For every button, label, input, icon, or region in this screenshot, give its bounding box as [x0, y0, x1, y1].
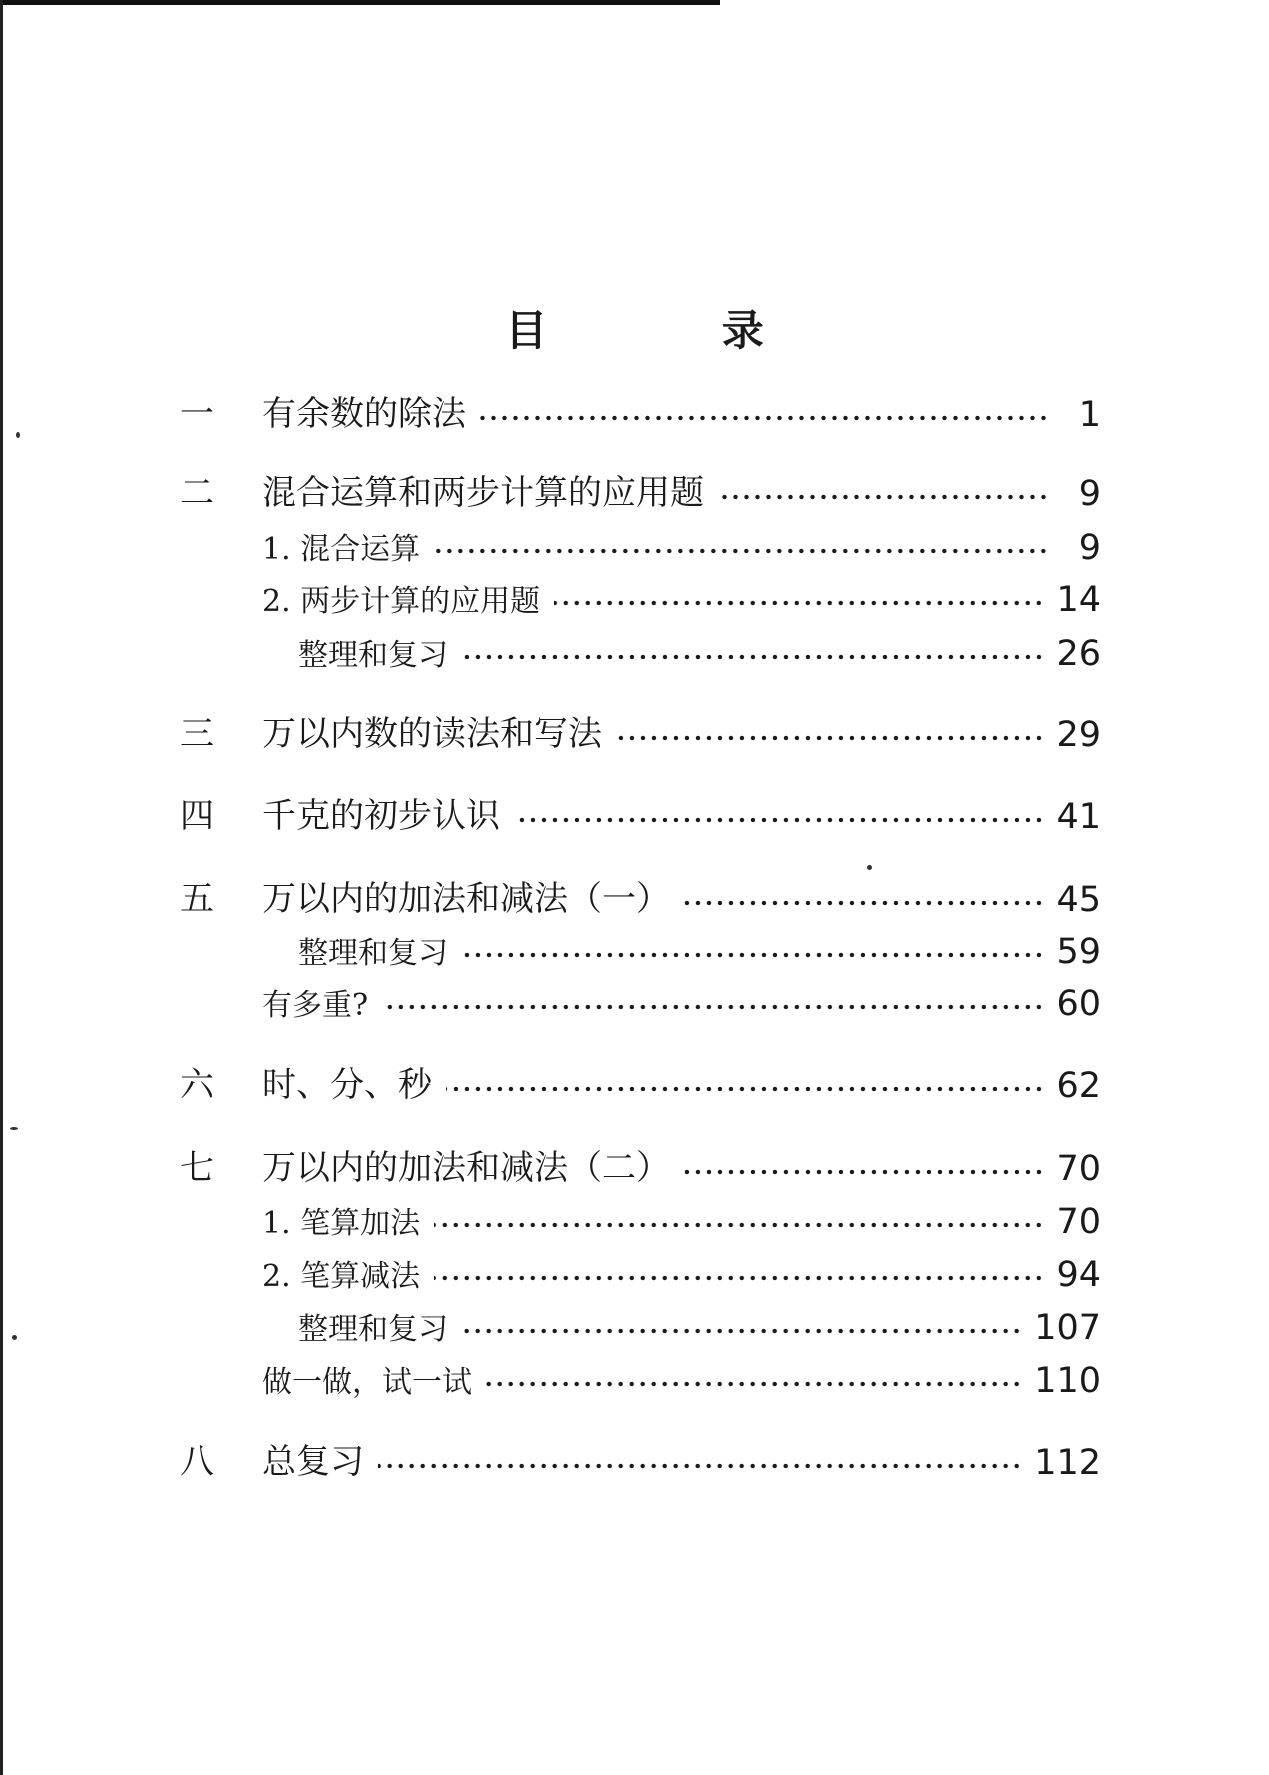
entry-title: 做一做，试一试	[262, 1365, 472, 1400]
entry-page-number: 41	[1056, 797, 1101, 837]
entry-page-number: 9	[1078, 528, 1101, 568]
chapter-number: 八	[180, 1442, 214, 1482]
entry-page-number: 29	[1056, 715, 1101, 755]
entry-title: 有余数的除法	[262, 394, 466, 434]
toc-entry[interactable]	[180, 1056, 1101, 1106]
chapter-number: 五	[180, 879, 214, 919]
dot-leader	[382, 1002, 1044, 1012]
entry-title: 1. 混合运算	[262, 532, 421, 567]
dot-leader	[462, 652, 1044, 662]
toc-entry[interactable]	[180, 974, 1101, 1024]
dot-leader	[434, 1273, 1044, 1283]
toc-entry[interactable]	[180, 1245, 1101, 1295]
entry-title: 2. 笔算减法	[262, 1259, 421, 1294]
entry-title: 整理和复习	[298, 1312, 448, 1347]
toc-entry[interactable]	[180, 787, 1101, 837]
entry-title: 万以内的加法和减法（二）	[262, 1148, 670, 1188]
dot-leader	[554, 598, 1044, 608]
dot-leader	[462, 950, 1044, 960]
toc-entry[interactable]	[180, 1139, 1101, 1189]
entry-page-number: 45	[1056, 880, 1101, 920]
chapter-number: 三	[180, 714, 214, 754]
toc-entry[interactable]	[180, 518, 1101, 568]
entry-title: 1. 笔算加法	[262, 1206, 421, 1241]
chapter-number: 七	[180, 1148, 214, 1188]
dot-leader	[446, 1084, 1044, 1094]
entry-page-number: 60	[1056, 984, 1101, 1024]
toc-entry[interactable]	[180, 1192, 1101, 1242]
entry-page-number: 70	[1056, 1149, 1101, 1189]
toc-entry[interactable]	[180, 922, 1101, 972]
toc-entry[interactable]	[180, 570, 1101, 620]
toc-entry[interactable]	[180, 464, 1101, 514]
entry-page-number: 94	[1056, 1255, 1101, 1295]
entry-page-number: 1	[1078, 395, 1101, 435]
toc-entry[interactable]	[180, 1298, 1101, 1348]
page-title: 目 录	[505, 306, 844, 355]
entry-title: 总复习	[262, 1442, 364, 1482]
entry-page-number: 62	[1056, 1066, 1101, 1106]
dot-leader	[684, 1167, 1044, 1177]
dot-leader	[462, 1326, 1022, 1336]
toc-entry[interactable]	[180, 705, 1101, 755]
entry-page-number: 70	[1056, 1202, 1101, 1242]
toc-entry[interactable]	[180, 870, 1101, 920]
toc-entry[interactable]	[180, 1351, 1101, 1401]
chapter-number: 一	[180, 394, 214, 434]
dot-leader	[378, 1461, 1022, 1471]
entry-title: 混合运算和两步计算的应用题	[262, 473, 704, 513]
toc-entry[interactable]	[180, 1433, 1101, 1483]
entry-page-number: 110	[1034, 1361, 1101, 1401]
chapter-number: 四	[180, 796, 214, 836]
dot-leader	[514, 815, 1044, 825]
entry-page-number: 14	[1056, 580, 1101, 620]
entry-title: 千克的初步认识	[262, 796, 500, 836]
toc-entry[interactable]	[180, 624, 1101, 674]
entry-title: 整理和复习	[298, 638, 448, 673]
dot-leader	[486, 1379, 1022, 1389]
dot-leader	[684, 898, 1044, 908]
chapter-number: 六	[180, 1065, 214, 1105]
entry-page-number: 9	[1078, 474, 1101, 514]
entry-title: 整理和复习	[298, 936, 448, 971]
entry-title: 万以内的加法和减法（一）	[262, 879, 670, 919]
dot-leader	[434, 546, 1049, 556]
dot-leader	[480, 413, 1049, 423]
entry-page-number: 107	[1034, 1308, 1101, 1348]
dot-leader	[616, 733, 1044, 743]
entry-title: 有多重?	[262, 988, 369, 1023]
entry-title: 2. 两步计算的应用题	[262, 584, 541, 619]
entry-page-number: 26	[1056, 634, 1101, 674]
entry-title: 万以内数的读法和写法	[262, 714, 602, 754]
entry-title: 时、分、秒	[262, 1065, 432, 1105]
chapter-number: 二	[180, 473, 214, 513]
dot-leader	[434, 1220, 1044, 1230]
entry-page-number: 59	[1056, 932, 1101, 972]
toc-entry[interactable]	[180, 385, 1101, 435]
entry-page-number: 112	[1034, 1443, 1101, 1483]
dot-leader	[718, 492, 1049, 502]
